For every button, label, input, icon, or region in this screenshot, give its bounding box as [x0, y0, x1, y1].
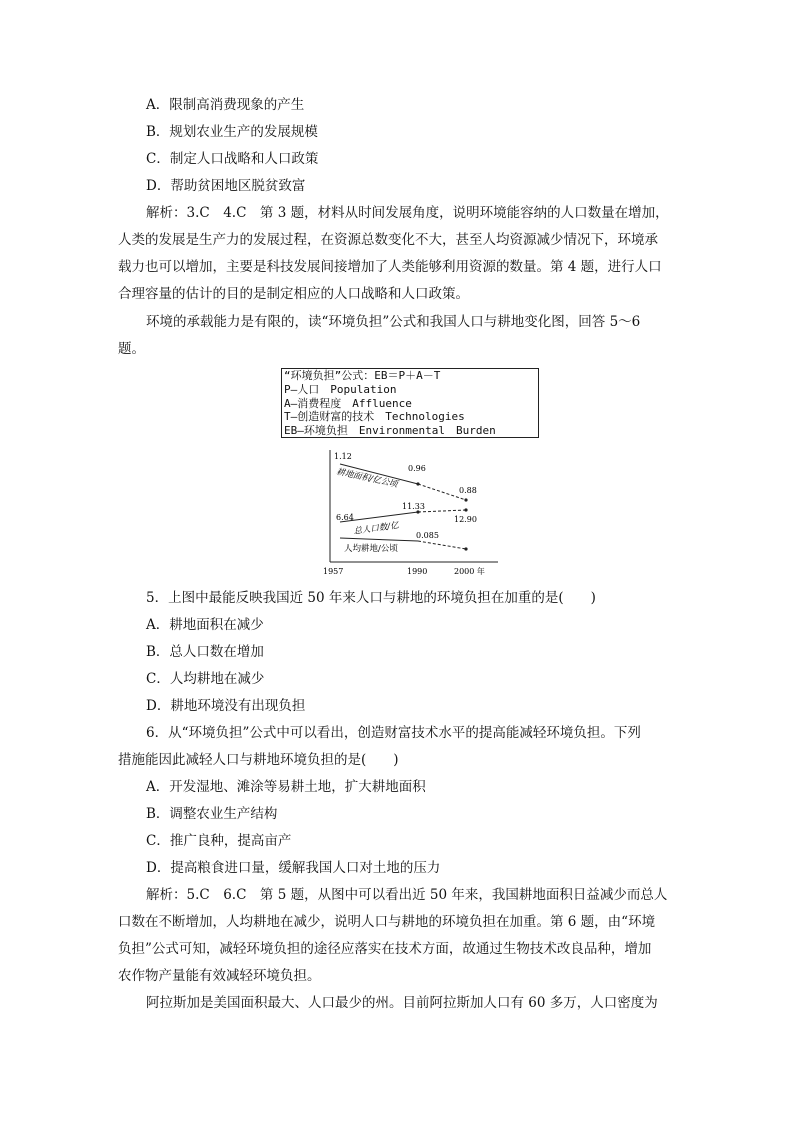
population-point-2000	[464, 508, 467, 511]
q5-option-c: C．人均耕地在减少	[146, 671, 265, 687]
q5-option-d: D．耕地环境没有出现负担	[146, 698, 306, 714]
q5-option-a: A．耕地面积在减少	[146, 617, 264, 633]
farmland-point-2000	[464, 498, 467, 501]
analysis1-line-4: 合理容量的估计的目的是制定相应的人口战略和人口政策。	[118, 286, 469, 302]
q4-option-a: A．限制高消费现象的产生	[146, 97, 305, 113]
formula-box	[281, 368, 539, 438]
percapita-series-label: 人均耕地/公顷	[344, 544, 398, 554]
intro-line-1: 环境的承载能力是有限的，读“环境负担”公式和我国人口与耕地变化图，回答 5～6	[146, 314, 641, 330]
percapita-line-2	[418, 541, 466, 549]
q4-option-c: C．制定人口战略和人口政策	[146, 151, 319, 167]
population-value-1990: 11.33	[402, 502, 425, 511]
q4-option-d: D．帮助贫困地区脱贫致富	[146, 178, 306, 194]
formula-t: T—创造财富的技术 Technologies	[284, 410, 465, 424]
formula-p: P—人口 Population	[284, 382, 397, 396]
q6-option-c: C．推广良种，提高亩产	[146, 833, 292, 849]
x-tick-2000: 2000 年	[454, 567, 485, 576]
population-value-1957: 6.64	[336, 513, 354, 522]
farmland-value-1990: 0.96	[408, 464, 426, 473]
population-series-label: 总人口数/亿	[353, 520, 400, 537]
percapita-line-1	[340, 538, 418, 541]
q6-stem-line-2: 措施能因此减轻人口与耕地环境负担的是( )	[118, 752, 399, 768]
farmland-series-label: 耕地面积/亿公顷	[335, 467, 399, 490]
analysis1-line-1: 解析：3.C 4.C 第 3 题，材料从时间发展角度，说明环境能容纳的人口数量在增加，	[146, 205, 669, 221]
alaska-line: 阿拉斯加是美国面积最大、人口最少的州。目前阿拉斯加人口有 60 多万，人口密度为	[146, 995, 658, 1011]
q6-option-d: D．提高粮食进口量，缓解我国人口对土地的压力	[146, 860, 441, 876]
formula-eb: EB—环境负担 Environmental Burden	[284, 424, 496, 438]
intro-line-2: 题。	[118, 341, 145, 357]
population-value-2000: 12.90	[454, 515, 477, 524]
analysis2-line-3: 负担”公式可知，减轻环境负担的途径应落实在技术方面，故通过生物技术改良品种，增加	[118, 941, 652, 957]
analysis2-line-4: 农作物产量能有效减轻环境负担。	[118, 968, 321, 984]
q5-option-b: B．总人口数在增加	[146, 644, 264, 660]
analysis1-line-3: 载力也可以增加，主要是科技发展间接增加了人类能够利用资源的数量。第 4 题，进行人口	[118, 259, 662, 275]
x-tick-1957: 1957	[323, 567, 344, 576]
analysis1-line-2: 人类的发展是生产力的发展过程，在资源总数变化不大，甚至人均资源减少情况下，环境承	[118, 232, 658, 248]
farmland-value-1957: 1.12	[334, 452, 352, 461]
farmland-value-2000: 0.88	[459, 486, 477, 495]
population-farmland-chart	[322, 450, 502, 580]
percapita-point-2000	[464, 547, 467, 550]
q4-option-b: B．规划农业生产的发展规模	[146, 124, 318, 140]
analysis2-line-1: 解析：5.C 6.C 第 5 题，从图中可以看出近 50 年来，我国耕地面积日益减少而总人	[146, 887, 668, 903]
q6-option-a: A．开发湿地、滩涂等易耕土地，扩大耕地面积	[146, 779, 426, 795]
percapita-value-1990: 0.085	[416, 531, 439, 540]
population-line-2	[418, 510, 466, 512]
q6-option-b: B．调整农业生产结构	[146, 806, 278, 822]
formula-a: A—消费程度 Affluence	[284, 396, 412, 410]
analysis2-line-2: 口数在不断增加，人均耕地在减少，说明人口与耕地的环境负担在加重。第 6 题，由“环境	[118, 914, 656, 930]
farmland-point-1990	[416, 482, 419, 485]
q6-stem-line-1: 6．从“环境负担”公式中可以看出，创造财富技术水平的提高能减轻环境负担。下列	[146, 725, 641, 741]
q5-stem: 5．上图中最能反映我国近 50 年来人口与耕地的环境负担在加重的是( )	[146, 590, 596, 606]
x-tick-1990: 1990	[407, 567, 428, 576]
formula-title: “环境负担”公式：EB＝P＋A－T	[284, 369, 441, 382]
